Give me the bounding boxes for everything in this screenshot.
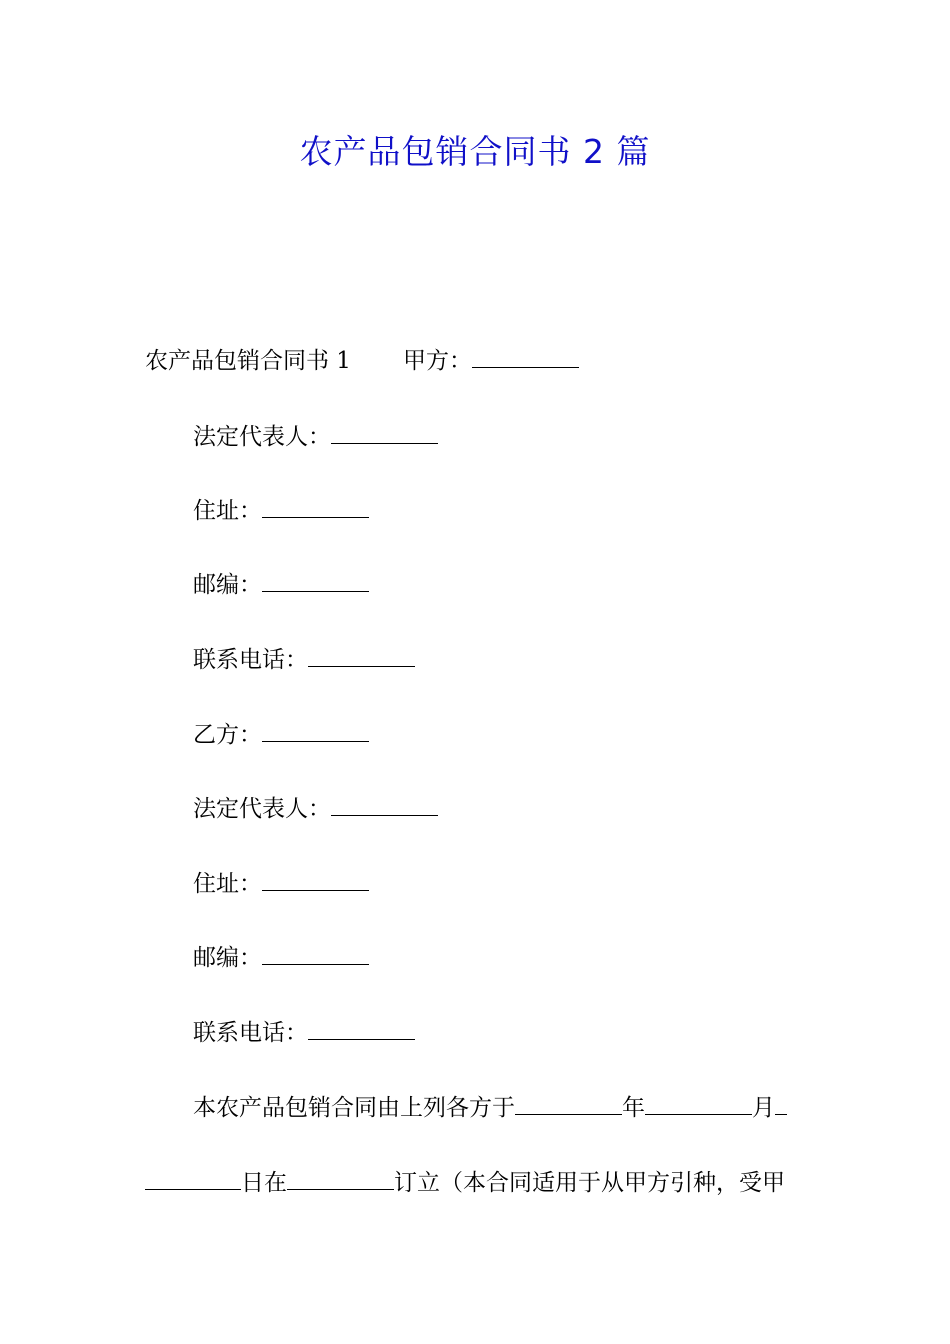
body-line-1 <box>193 1090 787 1125</box>
document-title: 农产品包销合同书 2 篇 <box>299 132 651 171</box>
party-b-legal-rep-label: 法定代表人： <box>193 796 331 822</box>
party-b-legal-rep-blank <box>331 791 438 816</box>
party-b-label: 乙方： <box>193 722 262 748</box>
party-a-postcode-label: 邮编： <box>193 572 262 598</box>
party-a-postcode-blank <box>262 567 369 592</box>
month-label: 月 <box>752 1095 775 1121</box>
day-label: 日在 <box>241 1170 287 1196</box>
body-continuation-text: 订立（本合同适用于从甲方引种，受甲 <box>394 1170 785 1196</box>
party-a-address-line <box>193 493 369 528</box>
party-b-phone-blank <box>308 1015 415 1040</box>
party-b-phone-line <box>193 1015 415 1050</box>
party-a-legal-rep-line <box>193 419 438 454</box>
party-b-legal-rep-line <box>193 791 438 826</box>
party-a-phone-line <box>193 642 415 677</box>
place-blank <box>287 1165 394 1190</box>
date-month-blank <box>645 1090 752 1115</box>
date-year-blank <box>515 1090 622 1115</box>
party-b-postcode-line <box>193 940 369 975</box>
body-line-2 <box>145 1165 785 1200</box>
party-b-postcode-blank <box>262 940 369 965</box>
party-b-address-label: 住址： <box>193 871 262 897</box>
heading-party-a-line <box>145 343 579 378</box>
date-day-blank-start <box>775 1090 787 1115</box>
party-b-postcode-label: 邮编： <box>193 945 262 971</box>
party-a-address-blank <box>262 493 369 518</box>
party-b-blank <box>262 717 369 742</box>
body-intro-text: 本农产品包销合同由上列各方于 <box>193 1095 515 1121</box>
year-label: 年 <box>622 1095 645 1121</box>
party-b-phone-label: 联系电话： <box>193 1020 308 1046</box>
party-b-line <box>193 717 369 752</box>
date-day-blank-end <box>145 1165 241 1190</box>
party-a-blank <box>472 343 579 368</box>
party-a-legal-rep-blank <box>331 419 438 444</box>
party-a-phone-label: 联系电话： <box>193 647 308 673</box>
party-b-address-blank <box>262 866 369 891</box>
party-b-address-line <box>193 866 369 901</box>
contract-heading: 农产品包销合同书 1 <box>145 348 351 374</box>
party-a-postcode-line <box>193 567 369 602</box>
party-a-label: 甲方： <box>402 348 472 374</box>
party-a-address-label: 住址： <box>193 498 262 524</box>
party-a-legal-rep-label: 法定代表人： <box>193 424 331 450</box>
party-a-phone-blank <box>308 642 415 667</box>
